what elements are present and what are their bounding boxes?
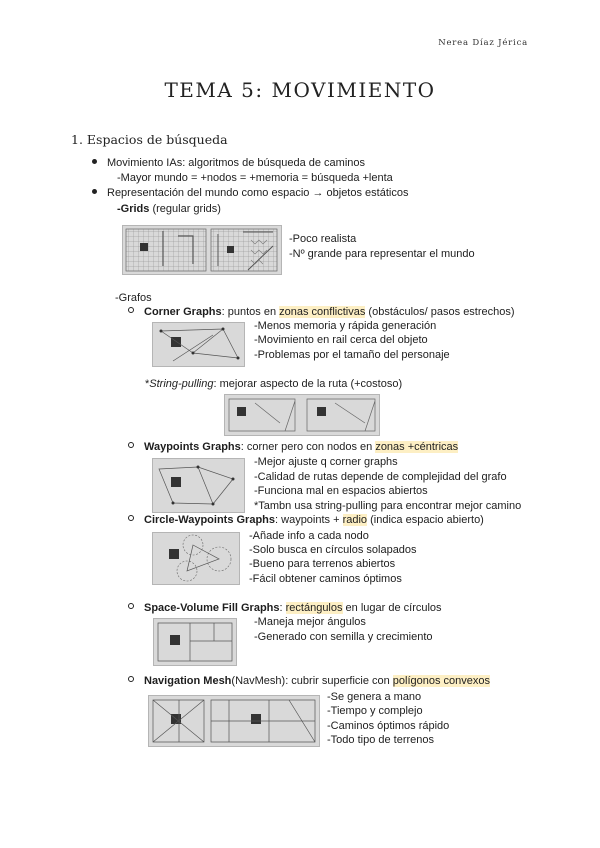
- string-pulling-note: [145, 378, 402, 390]
- circle-waypoints-item: [128, 514, 484, 526]
- navmesh-note-1: -Se genera a mano: [327, 691, 422, 703]
- waypoints-highlight: zonas +céntricas: [375, 441, 459, 453]
- grids-diagram-image: [122, 225, 282, 275]
- circle-name: Circle-Waypoints Graphs: [144, 514, 276, 526]
- circle-note-3: -Bueno para terrenos abiertos: [249, 558, 396, 570]
- circle-note-2: -Solo busca en círculos solapados: [249, 544, 417, 556]
- bullet-circle-icon: [128, 676, 134, 682]
- bullet-text: Representación del mundo como espacio → objetos estáticos: [107, 187, 409, 199]
- space-volume-name: Space-Volume Fill Graphs: [144, 602, 280, 614]
- string-pulling-desc: : mejorar aspecto de la ruta (+costoso): [213, 378, 403, 390]
- corner-desc-post: (obstáculos/ pasos estrechos): [365, 306, 515, 318]
- navmesh-name: Navigation Mesh: [144, 675, 232, 687]
- bullet-circle-icon: [128, 307, 134, 313]
- navmesh-highlight: polígonos convexos: [392, 675, 491, 687]
- corner-graph-image: [152, 322, 245, 367]
- grids-label: [117, 203, 221, 215]
- waypoints-graph-image: [152, 458, 245, 513]
- navmesh-image: [148, 695, 320, 747]
- corner-graphs-item: [128, 306, 515, 318]
- navmesh-desc: (NavMesh): cubrir superficie con: [231, 675, 393, 687]
- space-volume-note-1: -Maneja mejor ángulos: [254, 616, 366, 628]
- navmesh-note-3: -Caminos óptimos rápido: [327, 720, 450, 732]
- section-number: 1.: [71, 132, 83, 147]
- circle-highlight: radio: [342, 514, 368, 526]
- bullet-movimiento: [92, 157, 365, 169]
- bullet-representacion: [92, 187, 408, 199]
- navmesh-item: [128, 675, 490, 687]
- space-volume-highlight: rectángulos: [285, 602, 343, 614]
- grids-note-1: -Poco realista: [289, 233, 357, 245]
- author-name: Nerea Díaz Jérica: [438, 38, 528, 48]
- waypoints-desc: : corner pero con nodos en: [240, 441, 376, 453]
- corner-note-3: -Problemas por el tamaño del personaje: [254, 349, 450, 361]
- waypoints-note-2: -Calidad de rutas depende de complejidad del grafo: [254, 471, 507, 483]
- corner-note-1: -Menos memoria y rápida generación: [254, 320, 437, 332]
- bullet-circle-icon: [128, 442, 134, 448]
- bullet-dot-icon: [92, 189, 97, 194]
- navmesh-note-4: -Todo tipo de terrenos: [327, 734, 435, 746]
- circle-desc-post: (indica espacio abierto): [367, 514, 484, 526]
- corner-highlight: zonas conflictivas: [279, 306, 366, 318]
- bullet-dot-icon: [92, 159, 97, 164]
- space-volume-item: [128, 602, 442, 614]
- note-mayor-mundo: -Mayor mundo = +nodos = +memoria = búsqueda +lenta: [117, 172, 393, 184]
- waypoints-graphs-item: [128, 441, 458, 453]
- bullet-text: Movimiento IAs: algoritmos de búsqueda de caminos: [107, 157, 366, 169]
- corner-desc: : puntos en: [221, 306, 280, 318]
- space-volume-image: [153, 618, 237, 666]
- circle-waypoints-image: [152, 532, 240, 585]
- string-pulling-image: [224, 394, 380, 436]
- bullet-circle-icon: [128, 603, 134, 609]
- waypoints-name: Waypoints Graphs: [144, 441, 241, 453]
- page-title: TEMA 5: MOVIMIENTO: [164, 78, 436, 102]
- circle-desc: : waypoints +: [275, 514, 343, 526]
- string-pulling-prefix: *: [145, 378, 150, 390]
- space-volume-desc-post: en lugar de círculos: [342, 602, 442, 614]
- section-heading: [71, 132, 228, 147]
- space-volume-note-2: -Generado con semilla y crecimiento: [254, 631, 433, 643]
- bullet-circle-icon: [128, 515, 134, 521]
- circle-note-4: -Fácil obtener caminos óptimos: [249, 573, 402, 585]
- waypoints-note-3: -Funciona mal en espacios abiertos: [254, 485, 428, 497]
- waypoints-note-1: -Mejor ajuste q corner graphs: [254, 456, 398, 468]
- section-title: Espacios de búsqueda: [86, 132, 228, 147]
- navmesh-note-2: -Tiempo y complejo: [327, 705, 423, 717]
- grids-label-rest: (regular grids): [149, 203, 221, 215]
- grids-name: -Grids: [117, 203, 150, 215]
- grids-note-2: -Nº grande para representar el mundo: [289, 248, 475, 260]
- circle-note-1: -Añade info a cada nodo: [249, 530, 369, 542]
- corner-note-2: -Movimiento en rail cerca del objeto: [254, 334, 428, 346]
- corner-name: Corner Graphs: [144, 306, 222, 318]
- waypoints-note-4: *Tambn usa string-pulling para encontrar mejor camino: [254, 500, 522, 512]
- grafos-label: -Grafos: [115, 292, 152, 304]
- space-volume-desc: :: [279, 602, 286, 614]
- string-pulling-name: String-pulling: [149, 378, 214, 390]
